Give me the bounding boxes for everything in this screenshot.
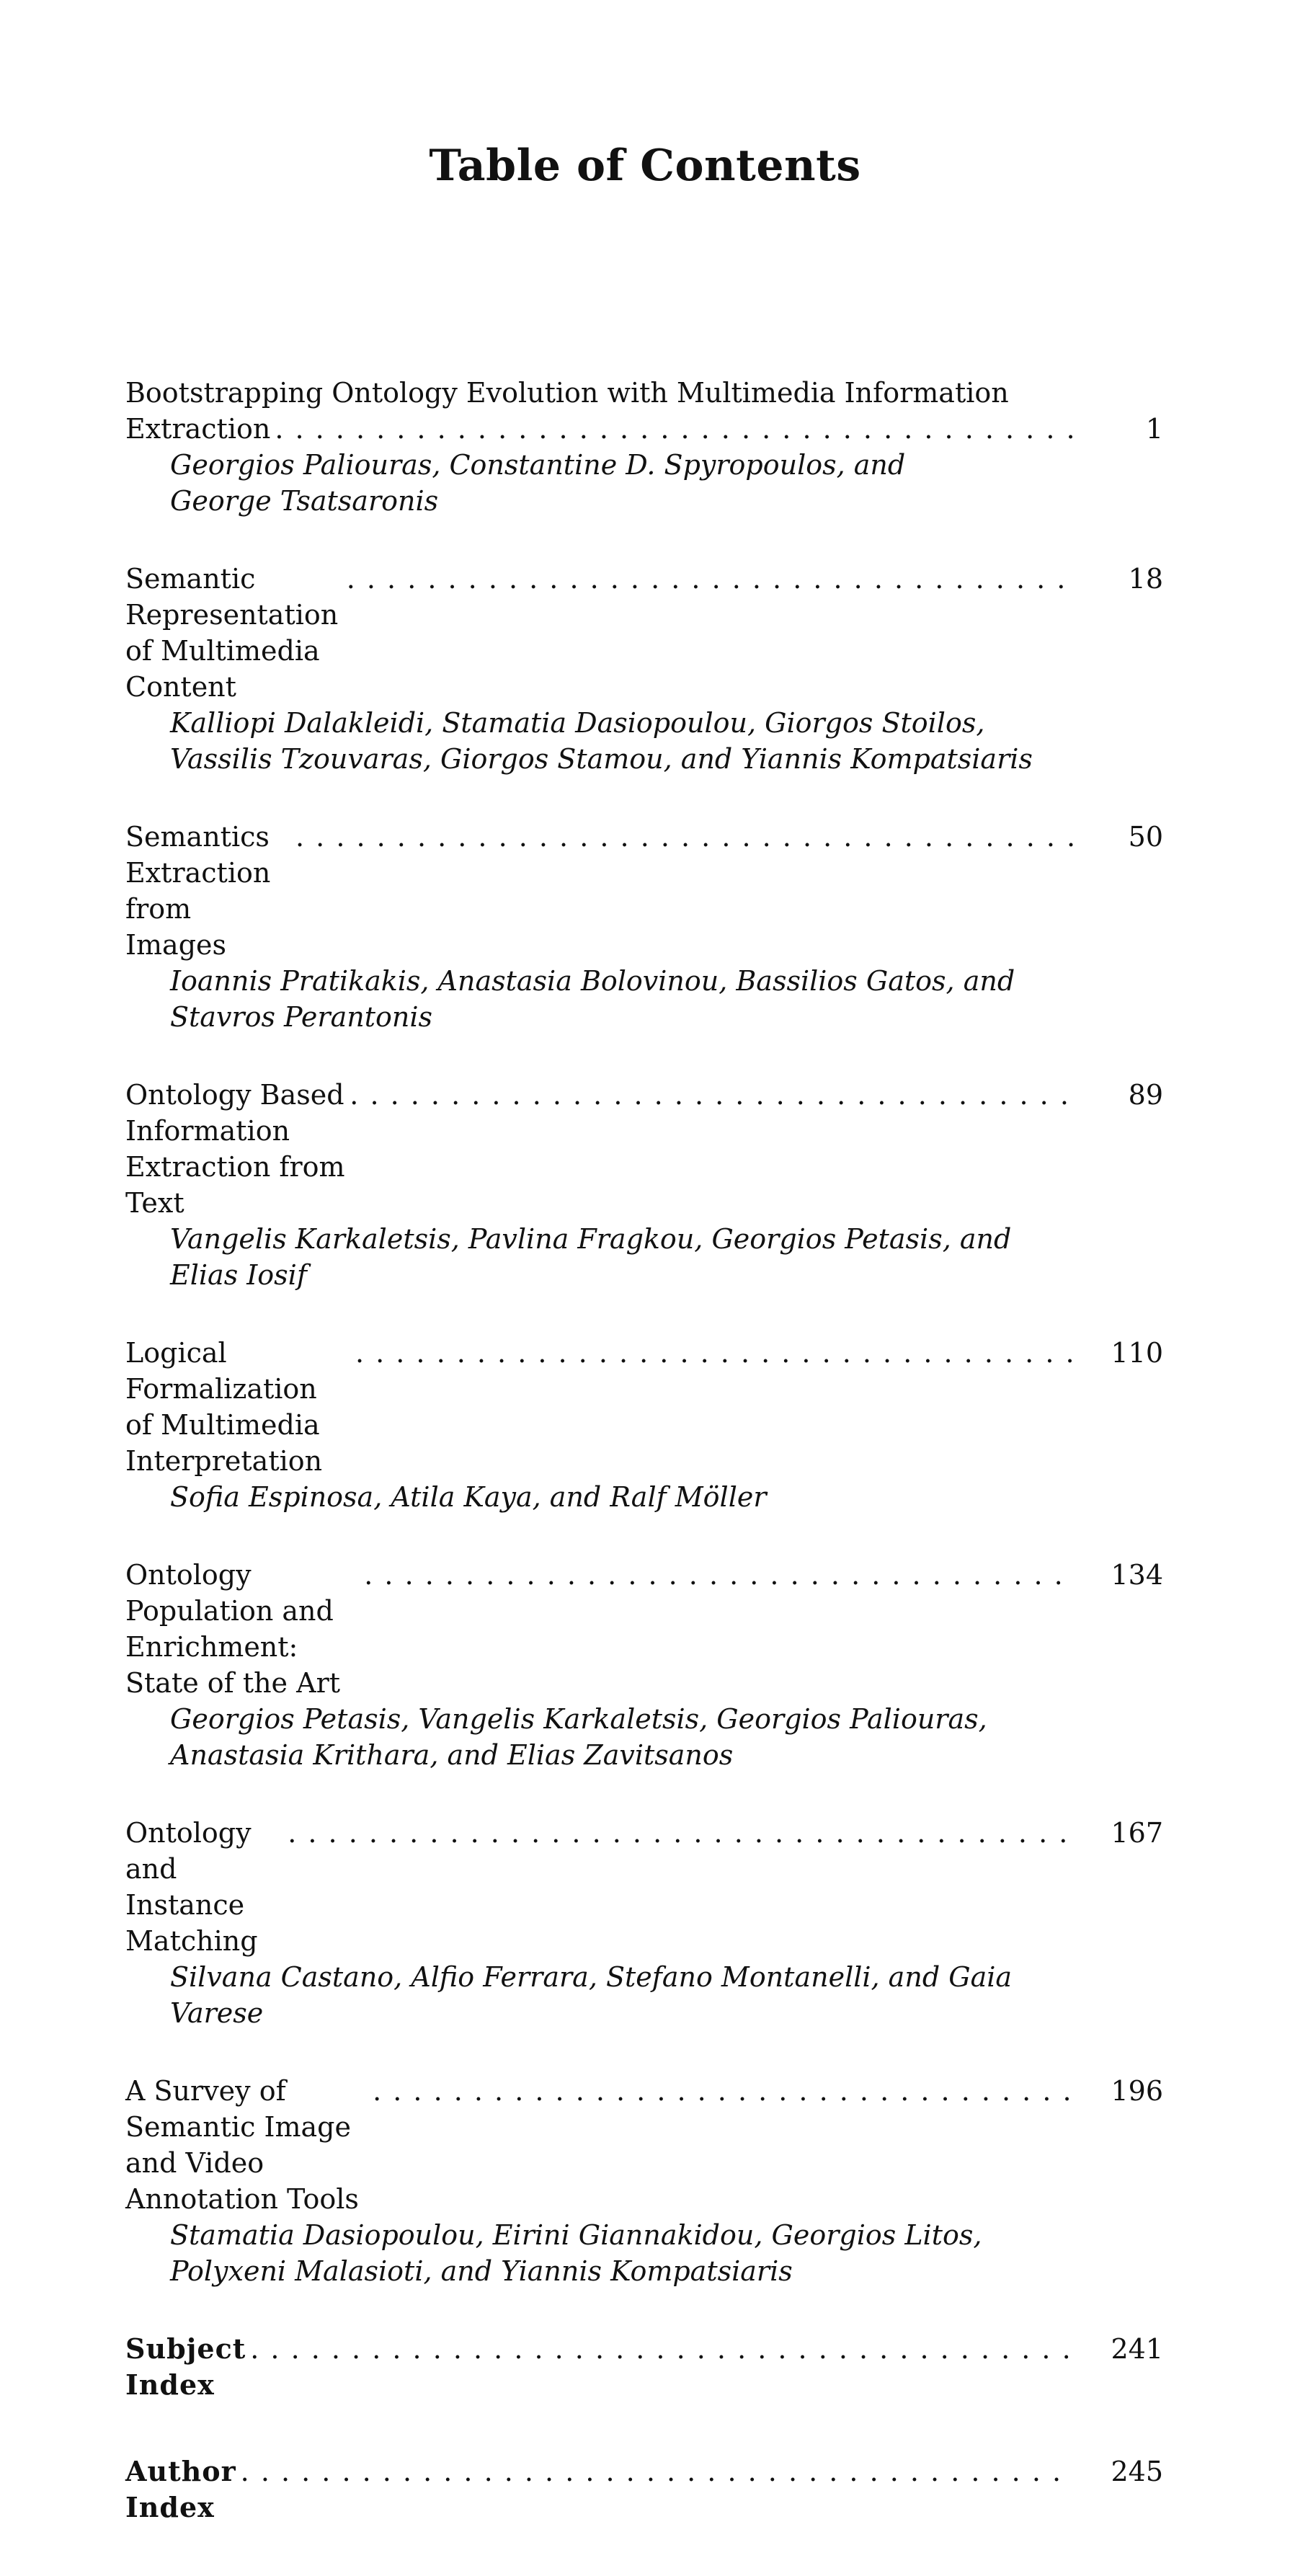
- author-index-entry[interactable]: [125, 2453, 1163, 2526]
- page-title: Table of Contents: [429, 141, 861, 191]
- page-number: 167: [1111, 1817, 1163, 1849]
- entry-title: Logical Formalization of Multimedia Interpretation: [125, 1337, 323, 1477]
- toc-entry[interactable]: [125, 1815, 1163, 2031]
- subject-index-entry[interactable]: [125, 2331, 1163, 2403]
- entry-title-line: Bootstrapping Ontology Evolution with Multimedia Information: [125, 377, 1009, 409]
- entry-title-row: [125, 2453, 1163, 2526]
- toc-entry[interactable]: [125, 561, 1163, 777]
- page-number: 245: [1111, 2456, 1163, 2487]
- entry-title: Ontology Based Information Extraction from Text: [125, 1079, 345, 1219]
- entry-title-row: [125, 2331, 1163, 2403]
- toc-entry[interactable]: [125, 2073, 1163, 2289]
- toc-entry[interactable]: [125, 1557, 1163, 1773]
- dot-leader: [241, 2453, 1074, 2490]
- dot-leader: [355, 1335, 1074, 1371]
- page-number: 134: [1111, 1559, 1163, 1591]
- table-of-contents: [125, 375, 1163, 2576]
- dot-leader: [250, 2331, 1074, 2367]
- dot-leader: [364, 1557, 1074, 1593]
- entry-title: Semantics Extraction from Images: [125, 821, 271, 961]
- toc-entry[interactable]: [125, 819, 1163, 1035]
- page-number: 89: [1128, 1079, 1163, 1111]
- entry-title-row: [125, 1815, 1163, 1959]
- entry-title-row: [125, 411, 1163, 447]
- entry-authors: Anastasia Krithara, and Elias Zavitsanos: [170, 1739, 734, 1771]
- dot-leader: [373, 2073, 1074, 2109]
- entry-title: A Survey of Semantic Image and Video Annotation Tools: [125, 2075, 359, 2215]
- entry-title-row: [125, 819, 1163, 963]
- dot-leader: [275, 411, 1074, 447]
- entry-title-row: [125, 1557, 1163, 1701]
- entry-title-row: [125, 1077, 1163, 1221]
- entry-title: Semantic Representation of Multimedia Content: [125, 563, 339, 703]
- dot-leader: [295, 819, 1074, 855]
- entry-authors: Polyxeni Malasioti, and Yiannis Kompatsiaris: [170, 2255, 793, 2287]
- page-number: 50: [1128, 821, 1163, 853]
- entry-title: Extraction: [125, 413, 271, 445]
- page-number: 1: [1145, 413, 1163, 445]
- entry-authors: Silvana Castano, Alfio Ferrara, Stefano Montanelli, and Gaia Varese: [170, 1961, 1013, 2029]
- dot-leader: [288, 1815, 1074, 1851]
- entry-authors: Vassilis Tzouvaras, Giorgos Stamou, and Yiannis Kompatsiaris: [170, 743, 1033, 775]
- entry-authors: Vangelis Karkaletsis, Pavlina Fragkou, Georgios Petasis, and: [170, 1223, 1012, 1255]
- entry-authors: Stavros Perantonis: [170, 1001, 432, 1033]
- entry-title: Author Index: [125, 2455, 236, 2523]
- toc-entry[interactable]: [125, 375, 1163, 519]
- entry-authors: George Tsatsaronis: [170, 485, 439, 517]
- dot-leader: [347, 561, 1074, 597]
- dot-leader: [350, 1077, 1074, 1113]
- page-number: 241: [1111, 2333, 1163, 2365]
- entry-title-row: [125, 2073, 1163, 2217]
- page-number: 18: [1128, 563, 1163, 595]
- entry-authors: Sofia Espinosa, Atila Kaya, and Ralf Möller: [170, 1481, 767, 1513]
- page-number: 110: [1111, 1337, 1163, 1369]
- entry-authors: Georgios Petasis, Vangelis Karkaletsis, Georgios Paliouras,: [170, 1703, 987, 1735]
- entry-authors: Kalliopi Dalakleidi, Stamatia Dasiopoulou, Giorgos Stoilos,: [170, 707, 985, 739]
- entry-authors: Ioannis Pratikakis, Anastasia Bolovinou, Bassilios Gatos, and: [170, 965, 1015, 997]
- page-number: 196: [1111, 2075, 1163, 2107]
- entry-authors: Elias Iosif: [170, 1259, 307, 1291]
- entry-title-row: [125, 561, 1163, 705]
- toc-entry[interactable]: [125, 1335, 1163, 1515]
- entry-title: Ontology and Instance Matching: [125, 1817, 258, 1957]
- entry-title-row: [125, 1335, 1163, 1479]
- entry-authors: Stamatia Dasiopoulou, Eirini Giannakidou, Georgios Litos,: [170, 2219, 982, 2251]
- entry-title: Ontology Population and Enrichment: State of the Art: [125, 1559, 341, 1699]
- toc-entry[interactable]: [125, 1077, 1163, 1293]
- entry-authors: Georgios Paliouras, Constantine D. Spyropoulos, and: [170, 449, 906, 481]
- entry-title: Subject Index: [125, 2332, 246, 2401]
